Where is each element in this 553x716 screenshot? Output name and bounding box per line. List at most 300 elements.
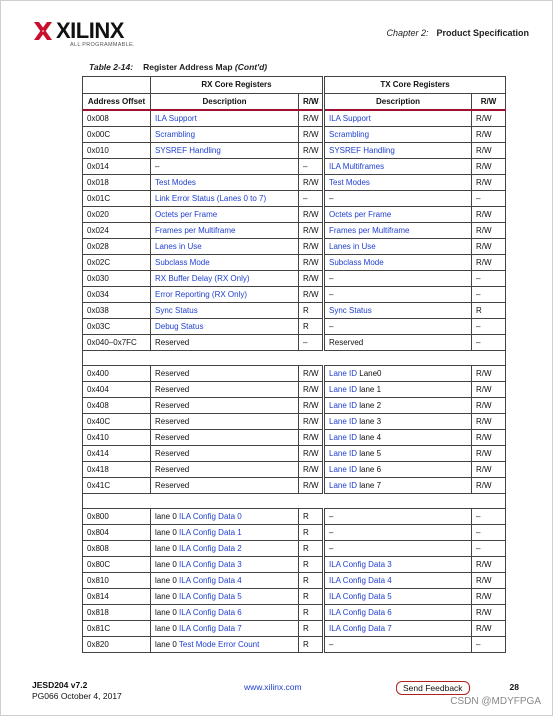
rx-description-link[interactable]: ILA Config Data 0 [179, 511, 242, 521]
tx-description-cell [324, 335, 472, 351]
tx-rw-cell: R/W [472, 143, 506, 159]
rx-description-cell [151, 605, 299, 621]
tx-description-cell [324, 414, 472, 430]
register-row [83, 159, 506, 175]
col-header-rx-description: Description [151, 94, 299, 111]
register-row [83, 430, 506, 446]
rx-lane-prefix: lane 0 [155, 559, 180, 569]
rx-rw-cell: R [299, 605, 324, 621]
rx-lane-prefix: lane 0 [155, 591, 180, 601]
tx-rw-cell: R/W [472, 446, 506, 462]
rx-description-link[interactable]: ILA Config Data 6 [179, 607, 242, 617]
tx-description-link[interactable]: Test Modes [329, 177, 370, 187]
rx-description-cell [151, 271, 299, 287]
address-cell: 0x414 [83, 446, 151, 462]
rx-lane-prefix: lane 0 [155, 511, 180, 521]
address-cell: 0x818 [83, 605, 151, 621]
tx-core-header: TX Core Registers [324, 77, 506, 94]
rx-description-cell [151, 462, 299, 478]
rx-lane-prefix: lane 0 [155, 639, 179, 649]
rx-rw-cell: R [299, 621, 324, 637]
register-row [83, 271, 506, 287]
tx-description-cell [324, 398, 472, 414]
col-header-rx-rw: R/W [299, 94, 324, 111]
tx-description-cell [324, 621, 472, 637]
footer-url-link[interactable]: www.xilinx.com [244, 682, 302, 692]
rx-description-cell [151, 366, 299, 382]
xilinx-logo-icon [32, 20, 54, 42]
tx-lane-suffix: Lane0 [357, 368, 382, 378]
rx-description-cell [151, 398, 299, 414]
tx-description-link[interactable]: Lane ID [329, 432, 358, 442]
register-row [83, 175, 506, 191]
tx-rw-cell: R/W [472, 573, 506, 589]
rx-rw-cell: R [299, 589, 324, 605]
gap-cell [83, 494, 506, 509]
tx-description-cell [324, 191, 472, 207]
tx-rw-cell: R/W [472, 110, 506, 127]
rx-description-link[interactable]: Subclass Mode [155, 257, 210, 267]
register-row [83, 605, 506, 621]
tx-description-cell [324, 127, 472, 143]
rx-lane-prefix: lane 0 [155, 623, 180, 633]
tx-description-link[interactable]: ILA Multiframes [329, 161, 385, 171]
tx-description-link[interactable]: Octets per Frame [329, 209, 392, 219]
rx-rw-cell: R/W [299, 110, 324, 127]
section-gap-row [83, 494, 506, 509]
tx-description-link[interactable]: Lane ID [329, 368, 358, 378]
tx-description-cell [324, 382, 472, 398]
tx-description-link[interactable]: Lane ID [329, 384, 358, 394]
tx-rw-cell: R/W [472, 589, 506, 605]
rx-description-link[interactable]: Frames per Multiframe [155, 225, 236, 235]
register-row [83, 525, 506, 541]
rx-description-link[interactable]: ILA Config Data 3 [179, 559, 242, 569]
rx-rw-cell: R/W [299, 143, 324, 159]
tx-lane-suffix: lane 5 [357, 448, 382, 458]
rx-rw-cell: R/W [299, 382, 324, 398]
rx-description-cell [151, 637, 299, 653]
register-row [83, 143, 506, 159]
address-cell: 0x808 [83, 541, 151, 557]
rx-description-link[interactable]: Sync Status [155, 305, 198, 315]
tx-description-text: – [329, 273, 334, 283]
rx-rw-cell: R/W [299, 175, 324, 191]
tx-description-cell [324, 223, 472, 239]
section-gap-row [83, 351, 506, 366]
tx-description-cell [324, 143, 472, 159]
footer-doc-info [32, 680, 122, 702]
rx-description-cell [151, 239, 299, 255]
rx-description-link[interactable]: SYSREF Handling [155, 145, 221, 155]
rx-description-link[interactable]: Octets per Frame [155, 209, 218, 219]
rx-description-cell [151, 525, 299, 541]
rx-description-link[interactable]: RX Buffer Delay (RX Only) [155, 273, 250, 283]
tx-rw-cell: R/W [472, 255, 506, 271]
tx-rw-cell: R/W [472, 478, 506, 494]
chapter-title: Product Specification [436, 28, 529, 38]
tx-rw-cell: – [472, 271, 506, 287]
rx-core-header: RX Core Registers [151, 77, 324, 94]
address-cell: 0x03C [83, 319, 151, 335]
rx-description-text: Reserved [155, 432, 190, 442]
address-cell: 0x018 [83, 175, 151, 191]
rx-description-cell [151, 589, 299, 605]
rx-rw-cell: R/W [299, 127, 324, 143]
register-row [83, 366, 506, 382]
tx-description-cell [324, 541, 472, 557]
rx-rw-cell: R/W [299, 223, 324, 239]
address-cell: 0x800 [83, 509, 151, 525]
tx-rw-cell: – [472, 287, 506, 303]
rx-rw-cell: – [299, 335, 324, 351]
tx-description-link[interactable]: ILA Config Data 4 [329, 575, 392, 585]
address-cell: 0x418 [83, 462, 151, 478]
address-cell: 0x410 [83, 430, 151, 446]
address-cell: 0x804 [83, 525, 151, 541]
register-row [83, 541, 506, 557]
footer-doc-id: PG066 October 4, 2017 [32, 691, 122, 701]
col-header-tx-rw: R/W [472, 94, 506, 111]
tx-description-cell [324, 573, 472, 589]
register-row [83, 127, 506, 143]
tx-rw-cell: R/W [472, 366, 506, 382]
rx-lane-prefix: lane 0 [155, 575, 180, 585]
tx-rw-cell: R/W [472, 127, 506, 143]
rx-description-cell [151, 509, 299, 525]
tx-description-link[interactable]: ILA Config Data 6 [329, 607, 392, 617]
tx-lane-suffix: lane 7 [357, 480, 382, 490]
rx-description-cell [151, 319, 299, 335]
rx-description-cell [151, 430, 299, 446]
register-row [83, 398, 506, 414]
rx-description-link[interactable]: Scrambling [155, 129, 196, 139]
tx-rw-cell: – [472, 191, 506, 207]
blank-header-cell [83, 77, 151, 94]
rx-description-cell [151, 207, 299, 223]
rx-description-cell [151, 621, 299, 637]
tx-rw-cell: R/W [472, 430, 506, 446]
rx-description-cell [151, 382, 299, 398]
page-header [32, 18, 529, 62]
tx-description-text: – [329, 321, 334, 331]
tx-rw-cell: – [472, 319, 506, 335]
rx-description-cell [151, 110, 299, 127]
rx-lane-prefix: lane 0 [155, 543, 180, 553]
rx-description-cell [151, 287, 299, 303]
rx-rw-cell: R/W [299, 446, 324, 462]
register-row [83, 589, 506, 605]
register-row [83, 319, 506, 335]
rx-rw-cell: R/W [299, 255, 324, 271]
tx-description-cell [324, 637, 472, 653]
address-cell: 0x80C [83, 557, 151, 573]
tx-description-cell [324, 446, 472, 462]
register-row [83, 557, 506, 573]
tx-lane-suffix: lane 1 [357, 384, 382, 394]
tx-rw-cell: R/W [472, 605, 506, 621]
register-row [83, 303, 506, 319]
tx-description-link[interactable]: Lane ID [329, 400, 358, 410]
rx-description-text: – [155, 161, 160, 171]
tx-rw-cell: – [472, 509, 506, 525]
rx-description-text: Reserved [155, 448, 190, 458]
address-cell: 0x030 [83, 271, 151, 287]
rx-description-cell [151, 191, 299, 207]
rx-description-link[interactable]: ILA Config Data 7 [179, 623, 242, 633]
register-row [83, 414, 506, 430]
address-cell: 0x41C [83, 478, 151, 494]
rx-description-cell [151, 541, 299, 557]
address-cell: 0x814 [83, 589, 151, 605]
register-table-container [82, 76, 505, 653]
tx-description-link[interactable]: Frames per Multiframe [329, 225, 410, 235]
tx-description-link[interactable]: SYSREF Handling [329, 145, 395, 155]
rx-description-link[interactable]: ILA Config Data 5 [179, 591, 242, 601]
tx-description-cell [324, 589, 472, 605]
tx-description-cell [324, 509, 472, 525]
send-feedback-button[interactable]: Send Feedback [396, 681, 470, 695]
tx-description-link[interactable]: ILA Config Data 5 [329, 591, 392, 601]
address-cell: 0x020 [83, 207, 151, 223]
tx-description-cell [324, 239, 472, 255]
register-row [83, 335, 506, 351]
tx-description-link[interactable]: ILA Config Data 7 [329, 623, 392, 633]
tx-rw-cell: R/W [472, 159, 506, 175]
register-row [83, 462, 506, 478]
tx-description-link[interactable]: Sync Status [329, 305, 372, 315]
rx-description-link[interactable]: Test Modes [155, 177, 196, 187]
rx-description-cell [151, 127, 299, 143]
rx-description-cell [151, 414, 299, 430]
rx-description-cell [151, 557, 299, 573]
address-cell: 0x40C [83, 414, 151, 430]
address-cell: 0x01C [83, 191, 151, 207]
rx-description-text: Reserved [155, 480, 190, 490]
rx-rw-cell: R [299, 573, 324, 589]
address-cell: 0x810 [83, 573, 151, 589]
address-cell: 0x014 [83, 159, 151, 175]
address-cell: 0x81C [83, 621, 151, 637]
logo-wordmark: XILINX [56, 18, 124, 43]
rx-rw-cell: – [299, 191, 324, 207]
rx-rw-cell: R [299, 541, 324, 557]
rx-description-cell [151, 159, 299, 175]
rx-description-link[interactable]: ILA Config Data 4 [179, 575, 242, 585]
address-cell: 0x010 [83, 143, 151, 159]
table-caption [89, 62, 267, 72]
address-cell: 0x028 [83, 239, 151, 255]
tx-rw-cell: R/W [472, 621, 506, 637]
register-row [83, 239, 506, 255]
tx-lane-suffix: lane 6 [357, 464, 382, 474]
register-address-map-table [82, 76, 506, 653]
register-row [83, 446, 506, 462]
tx-description-text: – [329, 639, 334, 649]
register-row [83, 255, 506, 271]
rx-rw-cell: R [299, 319, 324, 335]
tx-description-cell [324, 430, 472, 446]
rx-rw-cell: R/W [299, 271, 324, 287]
rx-rw-cell: R/W [299, 462, 324, 478]
register-row [83, 382, 506, 398]
rx-rw-cell: R [299, 509, 324, 525]
tx-rw-cell: R [472, 303, 506, 319]
tx-description-link[interactable]: Lane ID [329, 448, 358, 458]
rx-description-link[interactable]: Debug Status [155, 321, 204, 331]
register-table-body [83, 110, 506, 653]
col-header-tx-description: Description [324, 94, 472, 111]
tx-description-cell [324, 366, 472, 382]
rx-rw-cell: R/W [299, 414, 324, 430]
address-cell: 0x038 [83, 303, 151, 319]
tx-description-cell [324, 159, 472, 175]
tx-description-link[interactable]: Lane ID [329, 416, 358, 426]
tx-rw-cell: – [472, 541, 506, 557]
address-cell: 0x00C [83, 127, 151, 143]
rx-lane-prefix: lane 0 [155, 527, 180, 537]
tx-description-link[interactable]: Lane ID [329, 480, 358, 490]
chapter-label: Chapter 2: [386, 28, 429, 38]
tx-description-text: – [329, 527, 334, 537]
rx-lane-prefix: lane 0 [155, 607, 180, 617]
register-row [83, 191, 506, 207]
page-footer [32, 680, 541, 710]
address-cell: 0x02C [83, 255, 151, 271]
rx-description-link[interactable]: ILA Support [155, 113, 197, 123]
tx-rw-cell: – [472, 637, 506, 653]
address-cell: 0x008 [83, 110, 151, 127]
rx-description-link[interactable]: Error Reporting (RX Only) [155, 289, 248, 299]
address-cell: 0x404 [83, 382, 151, 398]
rx-rw-cell: R [299, 557, 324, 573]
tx-description-link[interactable]: ILA Config Data 3 [329, 559, 392, 569]
rx-description-text: Reserved [155, 464, 190, 474]
col-header-address: Address Offset [83, 94, 151, 111]
register-row [83, 287, 506, 303]
xilinx-logo [32, 18, 152, 50]
rx-description-cell [151, 335, 299, 351]
tx-rw-cell: – [472, 335, 506, 351]
register-row [83, 621, 506, 637]
tx-lane-suffix: lane 4 [357, 432, 382, 442]
rx-description-cell [151, 255, 299, 271]
rx-description-text: Reserved [155, 368, 190, 378]
register-row [83, 637, 506, 653]
tx-description-link[interactable]: Scrambling [329, 129, 370, 139]
tx-rw-cell: R/W [472, 462, 506, 478]
tx-description-cell [324, 303, 472, 319]
rx-description-text: Reserved [155, 337, 190, 347]
register-row [83, 478, 506, 494]
tx-description-link[interactable]: Subclass Mode [329, 257, 384, 267]
tx-description-text: – [329, 289, 334, 299]
rx-rw-cell: R/W [299, 366, 324, 382]
caption-title: Register Address Map [143, 62, 233, 72]
tx-description-link[interactable]: Lane ID [329, 464, 358, 474]
tx-description-cell [324, 478, 472, 494]
rx-description-text: Reserved [155, 400, 190, 410]
rx-rw-cell: R [299, 637, 324, 653]
rx-description-cell [151, 175, 299, 191]
caption-label: Table 2-14: [89, 62, 134, 72]
address-cell: 0x034 [83, 287, 151, 303]
tx-rw-cell: R/W [472, 207, 506, 223]
rx-description-link[interactable]: Test Mode Error Count [178, 639, 260, 649]
rx-rw-cell: R/W [299, 478, 324, 494]
register-row [83, 223, 506, 239]
tx-description-cell [324, 287, 472, 303]
tx-rw-cell: R/W [472, 414, 506, 430]
tx-rw-cell: R/W [472, 175, 506, 191]
tx-description-cell [324, 271, 472, 287]
tx-description-link[interactable]: Lanes in Use [329, 241, 376, 251]
caption-cont: (Cont'd) [234, 62, 268, 72]
register-row [83, 509, 506, 525]
register-row [83, 110, 506, 127]
rx-rw-cell: R [299, 303, 324, 319]
address-cell: 0x408 [83, 398, 151, 414]
tx-description-text: Reserved [329, 337, 364, 347]
address-cell: 0x040–0x7FC [83, 335, 151, 351]
tx-description-cell [324, 207, 472, 223]
watermark-text: CSDN @MDYFPGA [450, 696, 541, 707]
rx-rw-cell: R/W [299, 207, 324, 223]
rx-rw-cell: R/W [299, 430, 324, 446]
tx-description-text: – [329, 543, 334, 553]
rx-description-link[interactable]: Lanes in Use [155, 241, 202, 251]
tx-description-cell [324, 110, 472, 127]
rx-description-cell [151, 303, 299, 319]
tx-description-text: – [329, 193, 334, 203]
rx-description-link[interactable]: Link Error Status (Lanes 0 to 7) [155, 193, 267, 203]
chapter-heading [386, 28, 529, 38]
rx-description-cell [151, 478, 299, 494]
register-row [83, 207, 506, 223]
gap-cell [83, 351, 506, 366]
rx-description-cell [151, 446, 299, 462]
address-cell: 0x820 [83, 637, 151, 653]
tx-rw-cell: R/W [472, 223, 506, 239]
tx-lane-suffix: lane 3 [357, 416, 382, 426]
rx-rw-cell: R/W [299, 398, 324, 414]
tx-rw-cell: R/W [472, 382, 506, 398]
address-cell: 0x400 [83, 366, 151, 382]
tx-rw-cell: R/W [472, 398, 506, 414]
rx-description-text: Reserved [155, 384, 190, 394]
rx-description-link[interactable]: ILA Config Data 1 [179, 527, 242, 537]
tx-description-cell [324, 525, 472, 541]
tx-description-link[interactable]: ILA Support [329, 113, 371, 123]
rx-rw-cell: R/W [299, 287, 324, 303]
rx-description-cell [151, 573, 299, 589]
tx-rw-cell: R/W [472, 557, 506, 573]
tx-description-cell [324, 175, 472, 191]
rx-rw-cell: R/W [299, 239, 324, 255]
tx-rw-cell: – [472, 525, 506, 541]
tx-description-cell [324, 255, 472, 271]
address-cell: 0x024 [83, 223, 151, 239]
tx-description-cell [324, 557, 472, 573]
rx-description-link[interactable]: ILA Config Data 2 [179, 543, 242, 553]
tx-description-cell [324, 605, 472, 621]
rx-description-text: Reserved [155, 416, 190, 426]
tx-description-text: – [329, 511, 334, 521]
tx-description-cell [324, 462, 472, 478]
logo-tagline: ALL PROGRAMMABLE. [70, 42, 135, 48]
tx-lane-suffix: lane 2 [357, 400, 382, 410]
register-row [83, 573, 506, 589]
